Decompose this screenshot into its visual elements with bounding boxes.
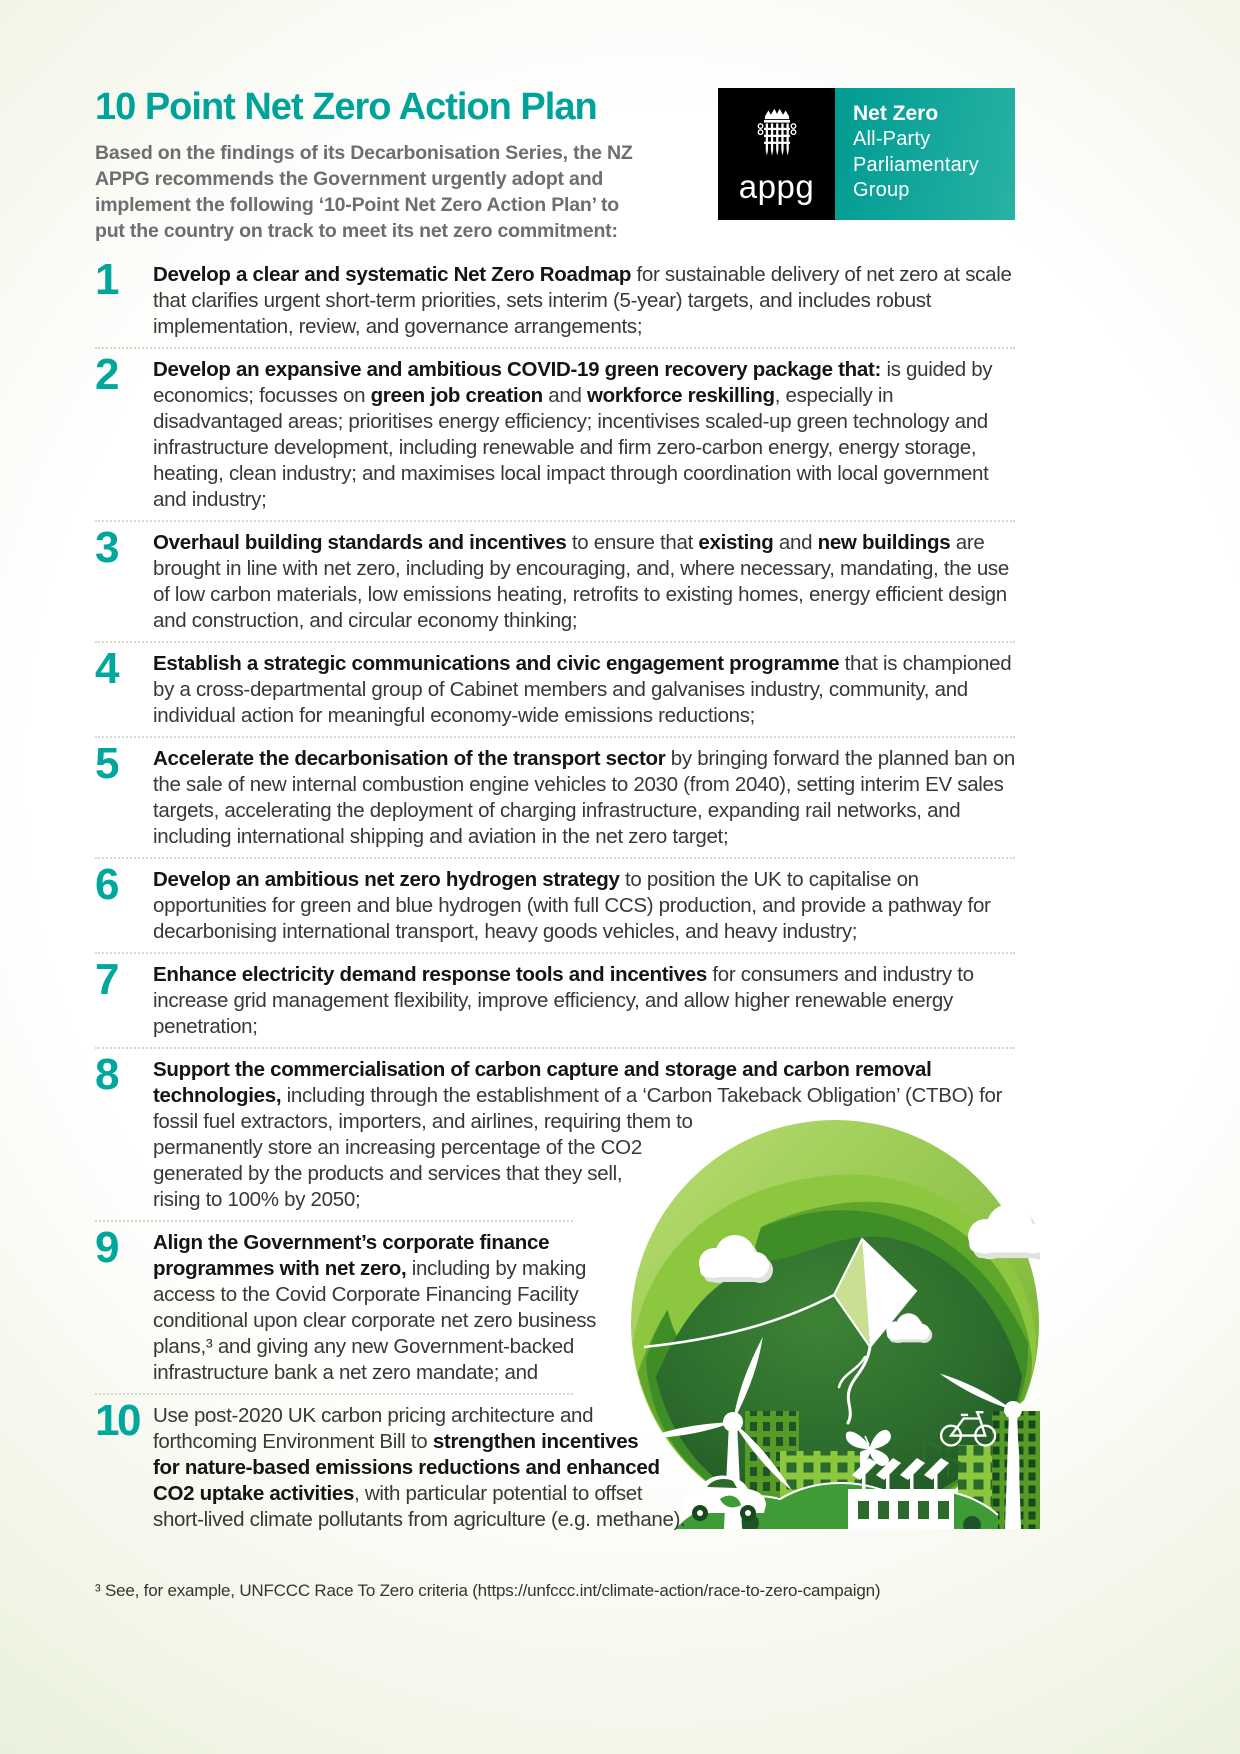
point-text: that is championed by a cross-departmental group of Cabinet members and galvanises industry, community, and individual action for meaningful economy-wide emissions reductions; (153, 651, 1012, 727)
point-number: 3 (95, 522, 117, 572)
point-text: and (542, 383, 587, 407)
dotted-separator (95, 1393, 573, 1395)
point-text-bold: Align the Government’s corporate finance programmes with net zero, (153, 1230, 550, 1280)
header (95, 88, 1015, 244)
point-text: to position the UK to capitalise on opportunities for green and blue hydrogen (with full CCS) production, and provide a pathway for decarbonising international transport, heavy goods vehicles, and heavy industry; (153, 867, 991, 943)
intro-paragraph (95, 140, 701, 244)
logo-org-name: Net Zero (853, 102, 939, 125)
dotted-separator (95, 520, 1015, 522)
portcullis-icon (751, 105, 803, 166)
point-text-bold: new buildings (817, 530, 951, 554)
point-3 (95, 522, 1015, 634)
point-text: by bringing forward the planned ban on the sale of new internal combustion engine vehicles to 2030 (from 2040), setting interim EV sales targets, accelerating the deployment of charging infrastructure, expanding rail networks, and including international shipping and aviation in the net zero target; (153, 746, 1015, 848)
point-text-bold: Develop an expansive and ambitious COVID-19 green recovery package that: (153, 357, 887, 381)
point-number: 9 (95, 1222, 117, 1272)
appg-logo-black-box (718, 88, 835, 220)
point-number: 5 (95, 738, 117, 788)
dotted-separator (95, 952, 1015, 954)
point-number: 7 (95, 954, 117, 1004)
point-text-bold: existing (698, 530, 774, 554)
point-number: 4 (95, 643, 117, 693)
point-text: for consumers and industry to increase grid management flexibility, improve efficiency, and allow higher renewable energy penetration; (153, 962, 974, 1038)
point-8 (95, 1049, 1015, 1213)
point-text-bold: Overhaul building standards and incentives (153, 530, 572, 554)
point-text-bold: Develop an ambitious net zero hydrogen strategy (153, 867, 626, 891)
point-text: are brought in line with net zero, including by encouraging, and, where necessary, mandating, the use of low carbon materials, low emissions heating, retrofits to existing homes, energy efficient design and construction, and circular economy thinking; (153, 530, 1009, 632)
logo-org-line: All-Party (853, 128, 931, 150)
intro-line: put the country on track to meet its net zero commitment: (95, 219, 618, 242)
page-title: 10 Point Net Zero Action Plan (95, 86, 597, 128)
point-number: 8 (95, 1049, 117, 1099)
dotted-separator (95, 1220, 573, 1222)
point-text: to ensure that (571, 530, 699, 554)
point-4 (95, 643, 1015, 729)
logo-org-line: Parliamentary (853, 153, 979, 176)
appg-logo (718, 88, 1015, 220)
dotted-separator (95, 736, 1015, 738)
point-2 (95, 349, 1015, 513)
point-text-bold: green job creation (370, 383, 543, 407)
point-text-bold: strengthen incentives for nature-based emissions reductions and enhanced CO2 uptake activities (153, 1429, 660, 1505)
point-text-bold: Accelerate the decarbonisation of the transport sector (153, 746, 671, 770)
point-5 (95, 738, 1015, 850)
point-text: including through the establishment of a ‘Carbon Takeback Obligation’ (CTBO) for fossil fuel extractors, importers, and airlines, requiring them to permanently store an increasing percentage of the CO2 generated by the products and services that they sell, rising to 100% by 2050; (153, 1083, 1003, 1211)
point-text: and (773, 530, 818, 554)
intro-line: implement the following ‘10-Point Net Zero Action Plan’ to (95, 193, 619, 216)
point-text: , with particular potential to offset short-lived climate pollutants from agriculture (e.g. methane). (153, 1481, 686, 1531)
point-7 (95, 954, 1015, 1040)
appg-logo-label: appg (738, 168, 815, 205)
point-text-bold: Develop a clear and systematic Net Zero Roadmap (153, 262, 637, 286)
appg-logo-teal-box (835, 88, 1015, 220)
point-6 (95, 859, 1015, 945)
dotted-separator (95, 347, 1015, 349)
points-list (95, 254, 1015, 1533)
point-text: including by making access to the Covid Corporate Financing Facility conditional upon clear corporate net zero business plans,³ and giving any new Government-backed infrastructure bank a net zero mandate; and (153, 1256, 597, 1384)
point-10 (95, 1395, 1015, 1533)
footnote: ³ See, for example, UNFCCC Race To Zero criteria (https://unfccc.int/climate-action/race-to-zero-campaign) (95, 1580, 881, 1600)
logo-org-line: Group (853, 179, 910, 201)
point-number: 2 (95, 349, 117, 399)
intro-line: APPG recommends the Government urgently adopt and (95, 167, 604, 190)
point-text-bold: Enhance electricity demand response tools and incentives (153, 962, 713, 986)
point-text: for sustainable delivery of net zero at scale that clarifies urgent short-term priorities, sets interim (5-year) targets, and includes robust implementation, review, and governance arrangements; (153, 262, 1012, 338)
point-text-bold: Establish a strategic communications and civic engagement programme (153, 651, 845, 675)
point-text: Use post-2020 UK carbon pricing architecture and forthcoming Environment Bill to (153, 1403, 594, 1453)
point-text: is guided by economics; focusses on (153, 357, 993, 407)
point-number: 6 (95, 859, 117, 909)
dotted-separator (95, 857, 1015, 859)
point-text: , especially in disadvantaged areas; prioritises energy efficiency; incentivises scaled-up green technology and infrastructure development, including renewable and firm zero-carbon energy, energy storage, heating, clean industry; and maximises local impact through coordination with local government and industry; (153, 383, 989, 511)
point-text-bold: workforce reskilling (587, 383, 775, 407)
intro-line: Based on the findings of its Decarbonisation Series, the NZ (95, 141, 633, 164)
title-block (95, 88, 701, 244)
point-number: 10 (95, 1395, 139, 1445)
point-number: 1 (95, 254, 117, 304)
dotted-separator (95, 641, 1015, 643)
point-text-bold: Support the commercialisation of carbon capture and storage and carbon removal technologies, (153, 1057, 932, 1107)
point-1 (95, 254, 1015, 340)
dotted-separator (95, 1047, 1015, 1049)
point-9 (95, 1222, 1015, 1386)
